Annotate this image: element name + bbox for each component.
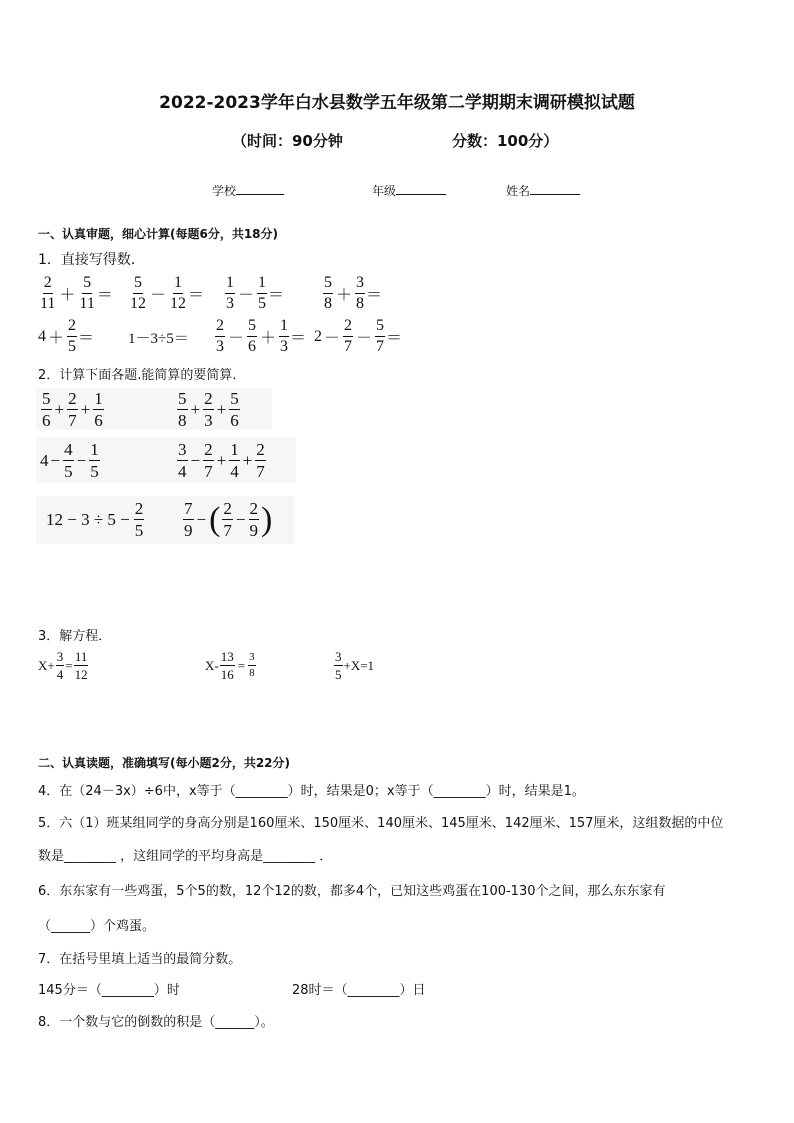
math-operator: ＋ (336, 287, 353, 304)
numerator: 1 (225, 275, 235, 294)
math-operator: ( (209, 500, 221, 538)
q2-item-6 (182, 500, 273, 539)
denominator: 6 (42, 411, 51, 430)
math-operator: + (190, 399, 201, 419)
denominator: 8 (356, 295, 365, 312)
q3-label: 3．解方程． (38, 629, 112, 644)
q1-item-4: $\frac{5}{8}$ ＋ $\frac{3}{8}$ ＝ (324, 274, 383, 312)
denominator: 12 (130, 295, 146, 312)
fraction (343, 318, 353, 355)
grade-field[interactable] (372, 182, 446, 199)
numerator: 2 (67, 318, 77, 337)
numerator: 1 (279, 318, 289, 337)
numerator: 5 (375, 318, 385, 337)
fraction (215, 318, 225, 355)
q5-text-line1: 5．六（1）班某组同学的身高分别是160厘米、150厘米、140厘米、145厘米、142厘米、157厘米，这组数据的中位 (38, 816, 724, 831)
fraction (56, 650, 65, 681)
fraction (63, 441, 74, 480)
fraction (247, 318, 257, 355)
numerator: 1 (173, 275, 183, 294)
denominator: 9 (249, 521, 259, 540)
denominator: 8 (324, 295, 332, 312)
denominator: 6 (248, 338, 257, 355)
numerator: 5 (247, 318, 257, 337)
numerator: 1 (230, 440, 239, 459)
q3-equation-2: X- $\frac{13}{16}$ = $\frac{3}{8}$ (205, 649, 255, 682)
math-operator: + (242, 450, 253, 470)
math-operator: ＋ (59, 287, 76, 304)
q2-item-3: 4 − $\frac{4}{5}$ − $\frac{1}{5}$ (40, 440, 99, 481)
math-operator: ＋ (48, 330, 65, 347)
fraction (279, 318, 289, 355)
denominator: 12 (170, 295, 187, 312)
fraction (323, 275, 333, 312)
q7-text: 7．在括号里填上适当的最简分数。 (38, 952, 242, 967)
numerator: 2 (343, 318, 353, 337)
q1-item-1: $\frac{2}{11}$ ＋ $\frac{5}{11}$ ＝ (40, 274, 113, 312)
numerator: 5 (82, 275, 92, 294)
numerator: 7 (184, 499, 193, 518)
q5-text-line2: 数是________ ，这组同学的平均身高是________ ． (38, 849, 333, 864)
fraction (183, 500, 194, 539)
math-operator: － (150, 287, 167, 304)
denominator: 11 (79, 295, 95, 312)
denominator: 3 (226, 295, 234, 312)
numerator: 2 (223, 499, 232, 518)
q1-label: 1．直接写得数． (38, 252, 145, 268)
numerator: 3 (355, 275, 365, 294)
fraction (177, 441, 188, 480)
denominator: 5 (134, 521, 144, 540)
fraction (375, 318, 385, 355)
numerator: 5 (133, 275, 143, 294)
math-operator: － (324, 330, 341, 347)
q1-item-8: 2 － $\frac{2}{7}$ － $\frac{5}{7}$ ＝ (314, 317, 403, 355)
numerator: 5 (230, 389, 239, 408)
fraction (67, 318, 77, 355)
denominator: 4 (230, 462, 239, 481)
numerator: 1 (90, 440, 99, 459)
denominator: 5 (68, 338, 77, 355)
denominator: 4 (178, 462, 187, 481)
denominator: 5 (64, 462, 73, 481)
q1-item-3: $\frac{1}{3}$ － $\frac{1}{5}$ ＝ (226, 274, 285, 312)
math-operator: － (238, 287, 255, 304)
fraction (129, 275, 147, 312)
denominator: 5 (335, 667, 342, 682)
math-operator: − (196, 509, 207, 529)
numerator: 5 (178, 389, 187, 408)
school-label: 学校 (212, 184, 237, 198)
math-operator: ＋ (260, 330, 277, 347)
score-label: 分数：100分） (452, 132, 559, 150)
math-operator: － (356, 330, 373, 347)
q2-item-5: 12 − 3 ÷ 5 − $\frac{2}{5}$ (46, 499, 144, 540)
q4-text: 4．在（24－3x）÷6中，x等于（________）时，结果是0；x等于（________）时，结果是1。 (38, 784, 585, 799)
denominator: 7 (68, 411, 77, 430)
fraction (203, 390, 214, 429)
denominator: 6 (230, 411, 239, 430)
denominator: 5 (90, 462, 99, 481)
q7-item-a: 145分＝（________）时 (38, 983, 180, 998)
fraction (134, 500, 145, 539)
fraction (334, 650, 343, 681)
math-operator: − (76, 450, 87, 470)
math-operator: + (216, 450, 227, 470)
q1-item-6: 1－3÷5＝ (128, 331, 189, 347)
fraction (225, 275, 235, 312)
q7-item-b: 28时＝（________）日 (292, 983, 426, 998)
page-title: 2022-2023学年白水县数学五年级第二学期期末调研模拟试题 (159, 93, 635, 113)
denominator: 5 (258, 295, 267, 312)
math-operator: + (80, 399, 91, 419)
numerator: 2 (43, 275, 53, 294)
math-operator: + (216, 399, 227, 419)
denominator: 12 (74, 667, 88, 682)
fraction (41, 390, 52, 429)
section1-heading: 一、认真审题，细心计算(每题6分，共18分) (38, 227, 279, 241)
numerator: 3 (248, 652, 256, 666)
denominator: 7 (223, 521, 232, 540)
numerator: 3 (335, 649, 342, 664)
grade-blank[interactable] (396, 194, 446, 195)
fraction (177, 390, 188, 429)
denominator: 8 (249, 667, 255, 679)
q2-item-1 (40, 390, 105, 429)
fraction (249, 500, 260, 539)
denominator: 8 (178, 411, 187, 430)
fraction (93, 390, 104, 429)
denominator: 3 (204, 411, 213, 430)
math-operator: − (50, 450, 61, 470)
school-blank[interactable] (236, 194, 284, 195)
name-field[interactable] (506, 182, 580, 199)
grade-label: 年级 (372, 184, 397, 198)
numerator: 2 (215, 318, 225, 337)
denominator: 7 (344, 338, 353, 355)
numerator: 3 (56, 649, 64, 664)
numerator: 2 (134, 499, 144, 518)
math-operator: － (228, 330, 245, 347)
name-blank[interactable] (530, 194, 580, 195)
section2-heading: 二、认真读题，准确填写(每小题2分，共22分) (38, 756, 291, 770)
school-field[interactable] (212, 182, 284, 199)
denominator: 3 (216, 338, 224, 355)
q1-item-5: 4 ＋ $\frac{2}{5}$ ＝ (38, 317, 95, 355)
q2-item-2 (176, 390, 241, 429)
fraction (229, 390, 240, 429)
fraction (248, 652, 256, 679)
fraction (74, 650, 89, 681)
fraction (169, 275, 187, 312)
q3-equation-1: X+ $\frac{3}{4}$ = $\frac{11}{12}$ (38, 649, 88, 682)
numerator: 2 (204, 440, 213, 459)
numerator: 3 (178, 440, 187, 459)
q2-label: 2．计算下面各题.能简算的要简算． (38, 368, 246, 383)
numerator: 1 (94, 389, 103, 408)
time-label: （时间：90分钟 (232, 132, 343, 150)
numerator: 5 (42, 389, 51, 408)
fraction (78, 275, 95, 312)
fraction (67, 390, 78, 429)
numerator: 13 (220, 649, 234, 664)
fraction (255, 441, 266, 480)
denominator: 16 (220, 667, 234, 682)
denominator: 7 (256, 462, 265, 481)
q1-item-7: $\frac{2}{3}$ － $\frac{5}{6}$ ＋ $\frac{1}{3}$ ＝ (216, 317, 307, 355)
math-operator: − (235, 509, 246, 529)
denominator: 3 (280, 338, 289, 355)
fraction (89, 441, 100, 480)
q6-text-line2: （______）个鸡蛋。 (38, 919, 156, 934)
q8-text: 8．一个数与它的倒数的积是（______）。 (38, 1015, 274, 1030)
denominator: 7 (204, 462, 213, 481)
math-operator: + (54, 399, 65, 419)
numerator: 2 (204, 389, 213, 408)
fraction (203, 441, 214, 480)
q1-item-2: $\frac{5}{12}$ － $\frac{1}{12}$ ＝ (130, 274, 205, 312)
fraction (355, 275, 365, 312)
numerator: 2 (68, 389, 77, 408)
numerator: 2 (249, 499, 259, 518)
numerator: 11 (74, 649, 88, 664)
fraction (257, 275, 267, 312)
fraction (220, 650, 235, 681)
math-operator: − (190, 450, 201, 470)
numerator: 1 (257, 275, 267, 294)
denominator: 9 (184, 521, 193, 540)
denominator: 11 (40, 295, 56, 312)
q2-item-4 (176, 441, 267, 480)
name-label: 姓名 (506, 184, 531, 198)
denominator: 7 (376, 338, 385, 355)
denominator: 4 (56, 667, 64, 682)
fraction (229, 441, 240, 480)
numerator: 5 (323, 275, 333, 294)
q6-text-line1: 6．东东家有一些鸡蛋，5个5的数，12个12的数，都多4个，已知这些鸡蛋在100-130个之间，那么东东家有 (38, 884, 666, 899)
fraction (222, 500, 233, 539)
denominator: 6 (94, 411, 103, 430)
fraction (39, 275, 56, 312)
math-operator: ) (261, 500, 273, 538)
q3-equation-3: $\frac{3}{5}$ +X=1 (335, 649, 375, 682)
numerator: 4 (64, 440, 73, 459)
numerator: 2 (256, 440, 265, 459)
